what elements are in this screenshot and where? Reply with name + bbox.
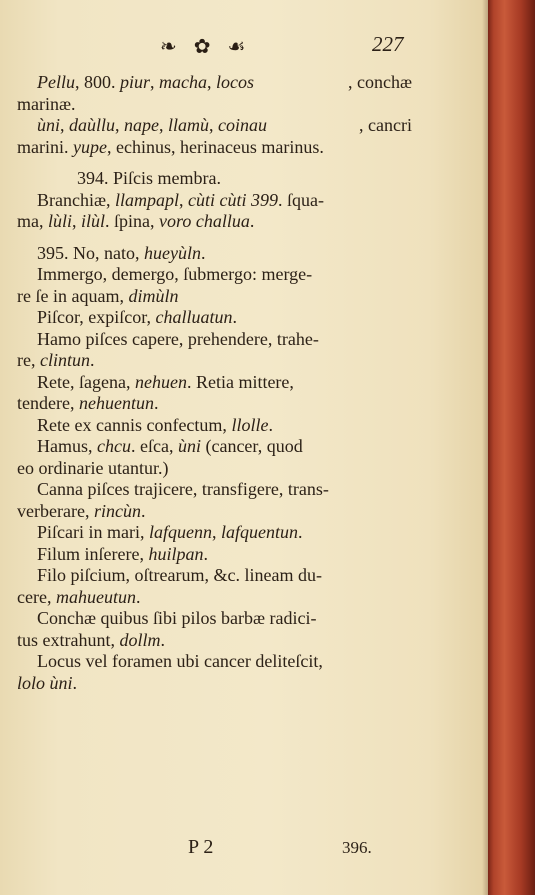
text-line xyxy=(17,286,412,308)
term: nehuen xyxy=(134,371,187,392)
text: marinæ. xyxy=(17,93,76,114)
text: Hamo piſces capere, prehendere, trahe- xyxy=(37,328,319,349)
text: Rete, ſagena, xyxy=(37,371,135,392)
text-line xyxy=(17,329,412,351)
text-line xyxy=(17,587,412,609)
text: , conchæ xyxy=(348,72,412,92)
term: rincùn xyxy=(93,500,141,521)
page-body xyxy=(17,72,412,694)
text: , xyxy=(159,115,169,135)
signature-mark: P 2 xyxy=(188,836,214,858)
term: chcu xyxy=(97,436,131,456)
term: ùni xyxy=(177,436,201,456)
text: re ſe in aquam, xyxy=(17,285,129,306)
text: (cancer, quod xyxy=(200,436,303,456)
text: , xyxy=(207,72,217,92)
text: . xyxy=(140,500,146,521)
text: Piſcor, expiſcor, xyxy=(37,307,156,327)
text: eo ordinarie utantur.) xyxy=(17,457,169,478)
text: . xyxy=(135,586,141,607)
text-line xyxy=(17,72,412,94)
text-line xyxy=(17,137,412,159)
term: clintun xyxy=(39,350,90,370)
text: Immergo, demergo, ſubmergo: merge- xyxy=(37,264,313,284)
book-spine xyxy=(488,0,535,895)
term: daùllu xyxy=(69,115,116,135)
section-gap xyxy=(17,233,412,243)
text: ma, xyxy=(17,211,48,231)
text-line xyxy=(17,415,412,437)
term: voro challua xyxy=(159,211,250,231)
term: mahueutun xyxy=(55,586,136,607)
term: nape xyxy=(124,115,160,135)
text: . xyxy=(200,242,206,263)
term: piur xyxy=(120,72,151,92)
term: llampapl xyxy=(115,189,180,210)
text-line xyxy=(17,544,412,566)
text: Branchiæ, xyxy=(37,189,115,210)
text: , xyxy=(211,522,221,542)
text-line xyxy=(17,372,412,394)
text: . xyxy=(160,629,165,650)
text-line xyxy=(17,115,412,137)
text-line xyxy=(17,307,412,329)
text-line xyxy=(17,479,412,501)
text: . xyxy=(249,211,255,231)
text: . xyxy=(268,414,273,435)
text: Piſcari in mari, xyxy=(37,522,149,542)
text: , xyxy=(60,115,70,135)
text: verberare, xyxy=(17,500,94,521)
term: lafquentun xyxy=(220,522,298,542)
text-line xyxy=(17,458,412,480)
text: . eſca, xyxy=(130,436,178,456)
text: Conchæ quibus ſibi pilos barbæ radici- xyxy=(37,608,317,628)
text-line xyxy=(17,94,412,116)
text-line xyxy=(17,350,412,372)
page-footer xyxy=(0,836,488,862)
term: lafquenn xyxy=(148,522,212,542)
text-line xyxy=(17,190,412,212)
text: cere, xyxy=(17,586,56,607)
text: marini. xyxy=(17,136,73,157)
term: dollm xyxy=(119,629,161,650)
text-line xyxy=(17,522,412,544)
text-line xyxy=(17,393,412,415)
term: ùni xyxy=(37,115,61,135)
term: huilpan xyxy=(148,543,204,564)
text-line xyxy=(17,501,412,523)
term: Pellu xyxy=(37,72,75,92)
page-header xyxy=(0,32,488,60)
text: Filum inſerere, xyxy=(37,543,149,564)
term: cùti cùti 399 xyxy=(188,189,278,210)
text: . xyxy=(297,522,303,542)
text: , xyxy=(179,189,189,210)
text: . xyxy=(153,393,159,413)
text-line xyxy=(17,436,412,458)
text-line xyxy=(17,651,412,673)
text: , xyxy=(209,115,219,135)
text: . xyxy=(203,543,208,564)
text: tus extrahunt, xyxy=(17,629,120,650)
text: re, xyxy=(17,350,40,370)
term: dimùln xyxy=(128,285,179,306)
text: . ſpina, xyxy=(105,211,160,231)
term: yupe xyxy=(73,136,107,157)
term: challuatun xyxy=(155,307,233,327)
text: Locus vel foramen ubi cancer deliteſcit, xyxy=(37,651,323,671)
text-line xyxy=(17,608,412,630)
term: coinau xyxy=(218,115,268,135)
text-line xyxy=(17,264,412,286)
term: llamù xyxy=(168,115,210,135)
text: Canna piſces trajicere, transfigere, trans- xyxy=(37,479,329,499)
line-left xyxy=(37,72,254,94)
line-left xyxy=(37,115,267,137)
text: Hamus, xyxy=(37,436,97,456)
text: . xyxy=(72,672,78,693)
text: 395. No, nato, xyxy=(37,242,144,263)
header-ornament: ❧ ✿ ☙ xyxy=(160,36,252,58)
text: , xyxy=(115,115,125,135)
text: tendere, xyxy=(17,393,79,413)
text-line xyxy=(17,565,412,587)
page-number: 227 xyxy=(372,32,404,56)
term: ilùl xyxy=(81,211,106,231)
text: , 800. xyxy=(75,72,120,92)
text-line xyxy=(17,630,412,652)
text: , echinus, herinaceus marinus. xyxy=(106,136,324,157)
term: macha xyxy=(159,72,208,92)
text: , cancri xyxy=(359,115,412,135)
term: locos xyxy=(216,72,255,92)
text: Filo piſcium, oſtrearum, &c. lineam du- xyxy=(37,565,322,585)
text: . Retia mittere, xyxy=(186,371,294,392)
text: , xyxy=(150,72,160,92)
term: lùli xyxy=(48,211,73,231)
term: lolo ùni xyxy=(17,672,73,693)
term: hueyùln xyxy=(144,242,201,263)
section-heading xyxy=(17,243,412,265)
text: Rete ex cannis confectum, xyxy=(37,414,232,435)
text-line xyxy=(17,673,412,695)
text: , xyxy=(72,211,82,231)
text-line xyxy=(17,211,412,233)
text: 394. Piſcis membra. xyxy=(77,168,221,188)
term: llolle xyxy=(231,414,269,435)
text: . ſqua- xyxy=(278,189,324,210)
term: nehuentun xyxy=(78,393,154,413)
text: . xyxy=(89,350,95,370)
section-heading xyxy=(17,168,412,190)
section-gap xyxy=(17,158,412,168)
text: . xyxy=(232,307,238,327)
catchword: 396. xyxy=(342,838,372,857)
